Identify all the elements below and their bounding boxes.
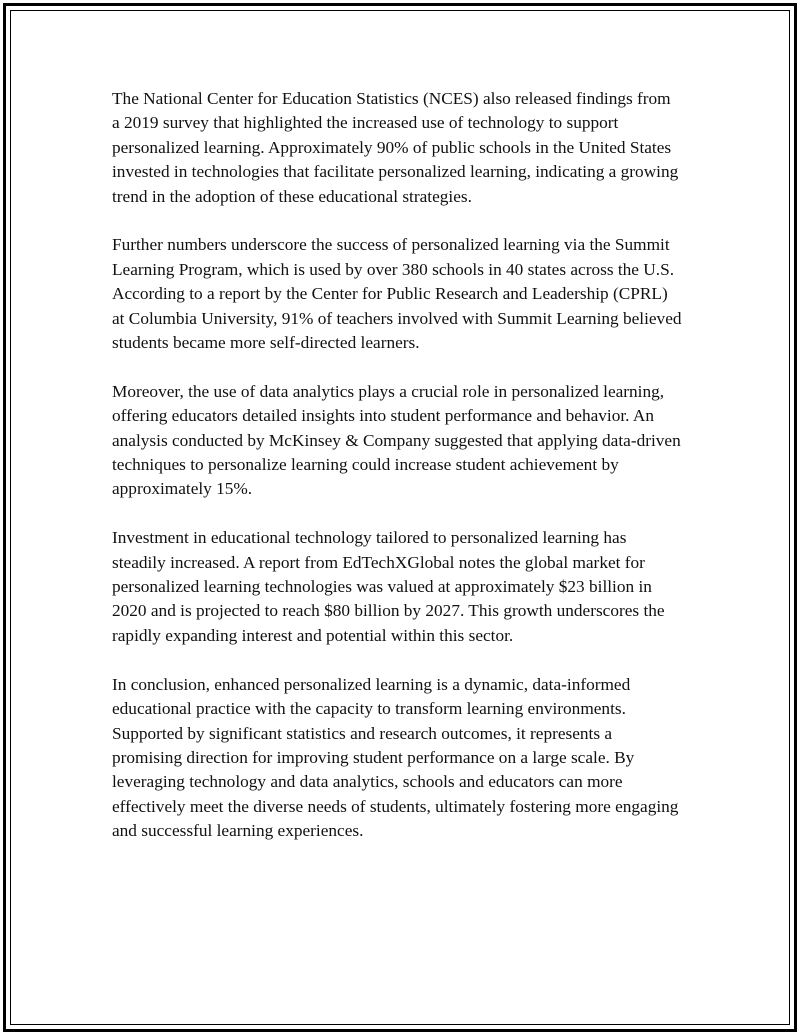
paragraph-conclusion: In conclusion, enhanced personalized learning is a dynamic, data-informed educational practice with the capacity to transform learning environments. Supported by significant statistics and research outcomes, it represents a promising direction for improving student performance on a large scale. By leveraging technology and data analytics, schools and educators can more effectively meet the diverse needs of students, ultimately fostering more engaging and successful learning experiences.	[112, 674, 679, 841]
paragraph-nces-survey: The National Center for Education Statistics (NCES) also released findings from a 2019 survey that highlighted the increased use of technology to support personalized learning. Approximately 90% of public schools in the United States invested in technologies that facilitate personalized learning, indicating a growing trend in the adoption of these educational strategies.	[112, 89, 679, 206]
paragraph-summit-learning: Further numbers underscore the success of personalized learning via the Summit Learning Program, which is used by over 380 schools in 40 states across the U.S. According to a report by the Center for Public Research and Leadership (CPRL) at Columbia University, 91% of teachers involved with Summit Learning believed students became more self-directed learners.	[112, 235, 682, 353]
paragraph-data-analytics: Moreover, the use of data analytics plays a crucial role in personalized learning, offering educators detailed insights into student performance and behavior. An analysis conducted by McKinsey & Company suggested that applying data-driven techniques to personalize learning could increase student achievement by approximately 15%.	[112, 381, 681, 499]
paragraph-edtech-investment: Investment in educational technology tailored to personalized learning has steadily increased. A report from EdTechXGlobal notes the global market for personalized learning technologies was valued at approximately $23 billion in 2020 and is projected to reach $80 billion by 2027. This growth underscores the rapidly expanding interest and potential within this sector.	[112, 528, 665, 645]
document-body	[112, 87, 682, 868]
